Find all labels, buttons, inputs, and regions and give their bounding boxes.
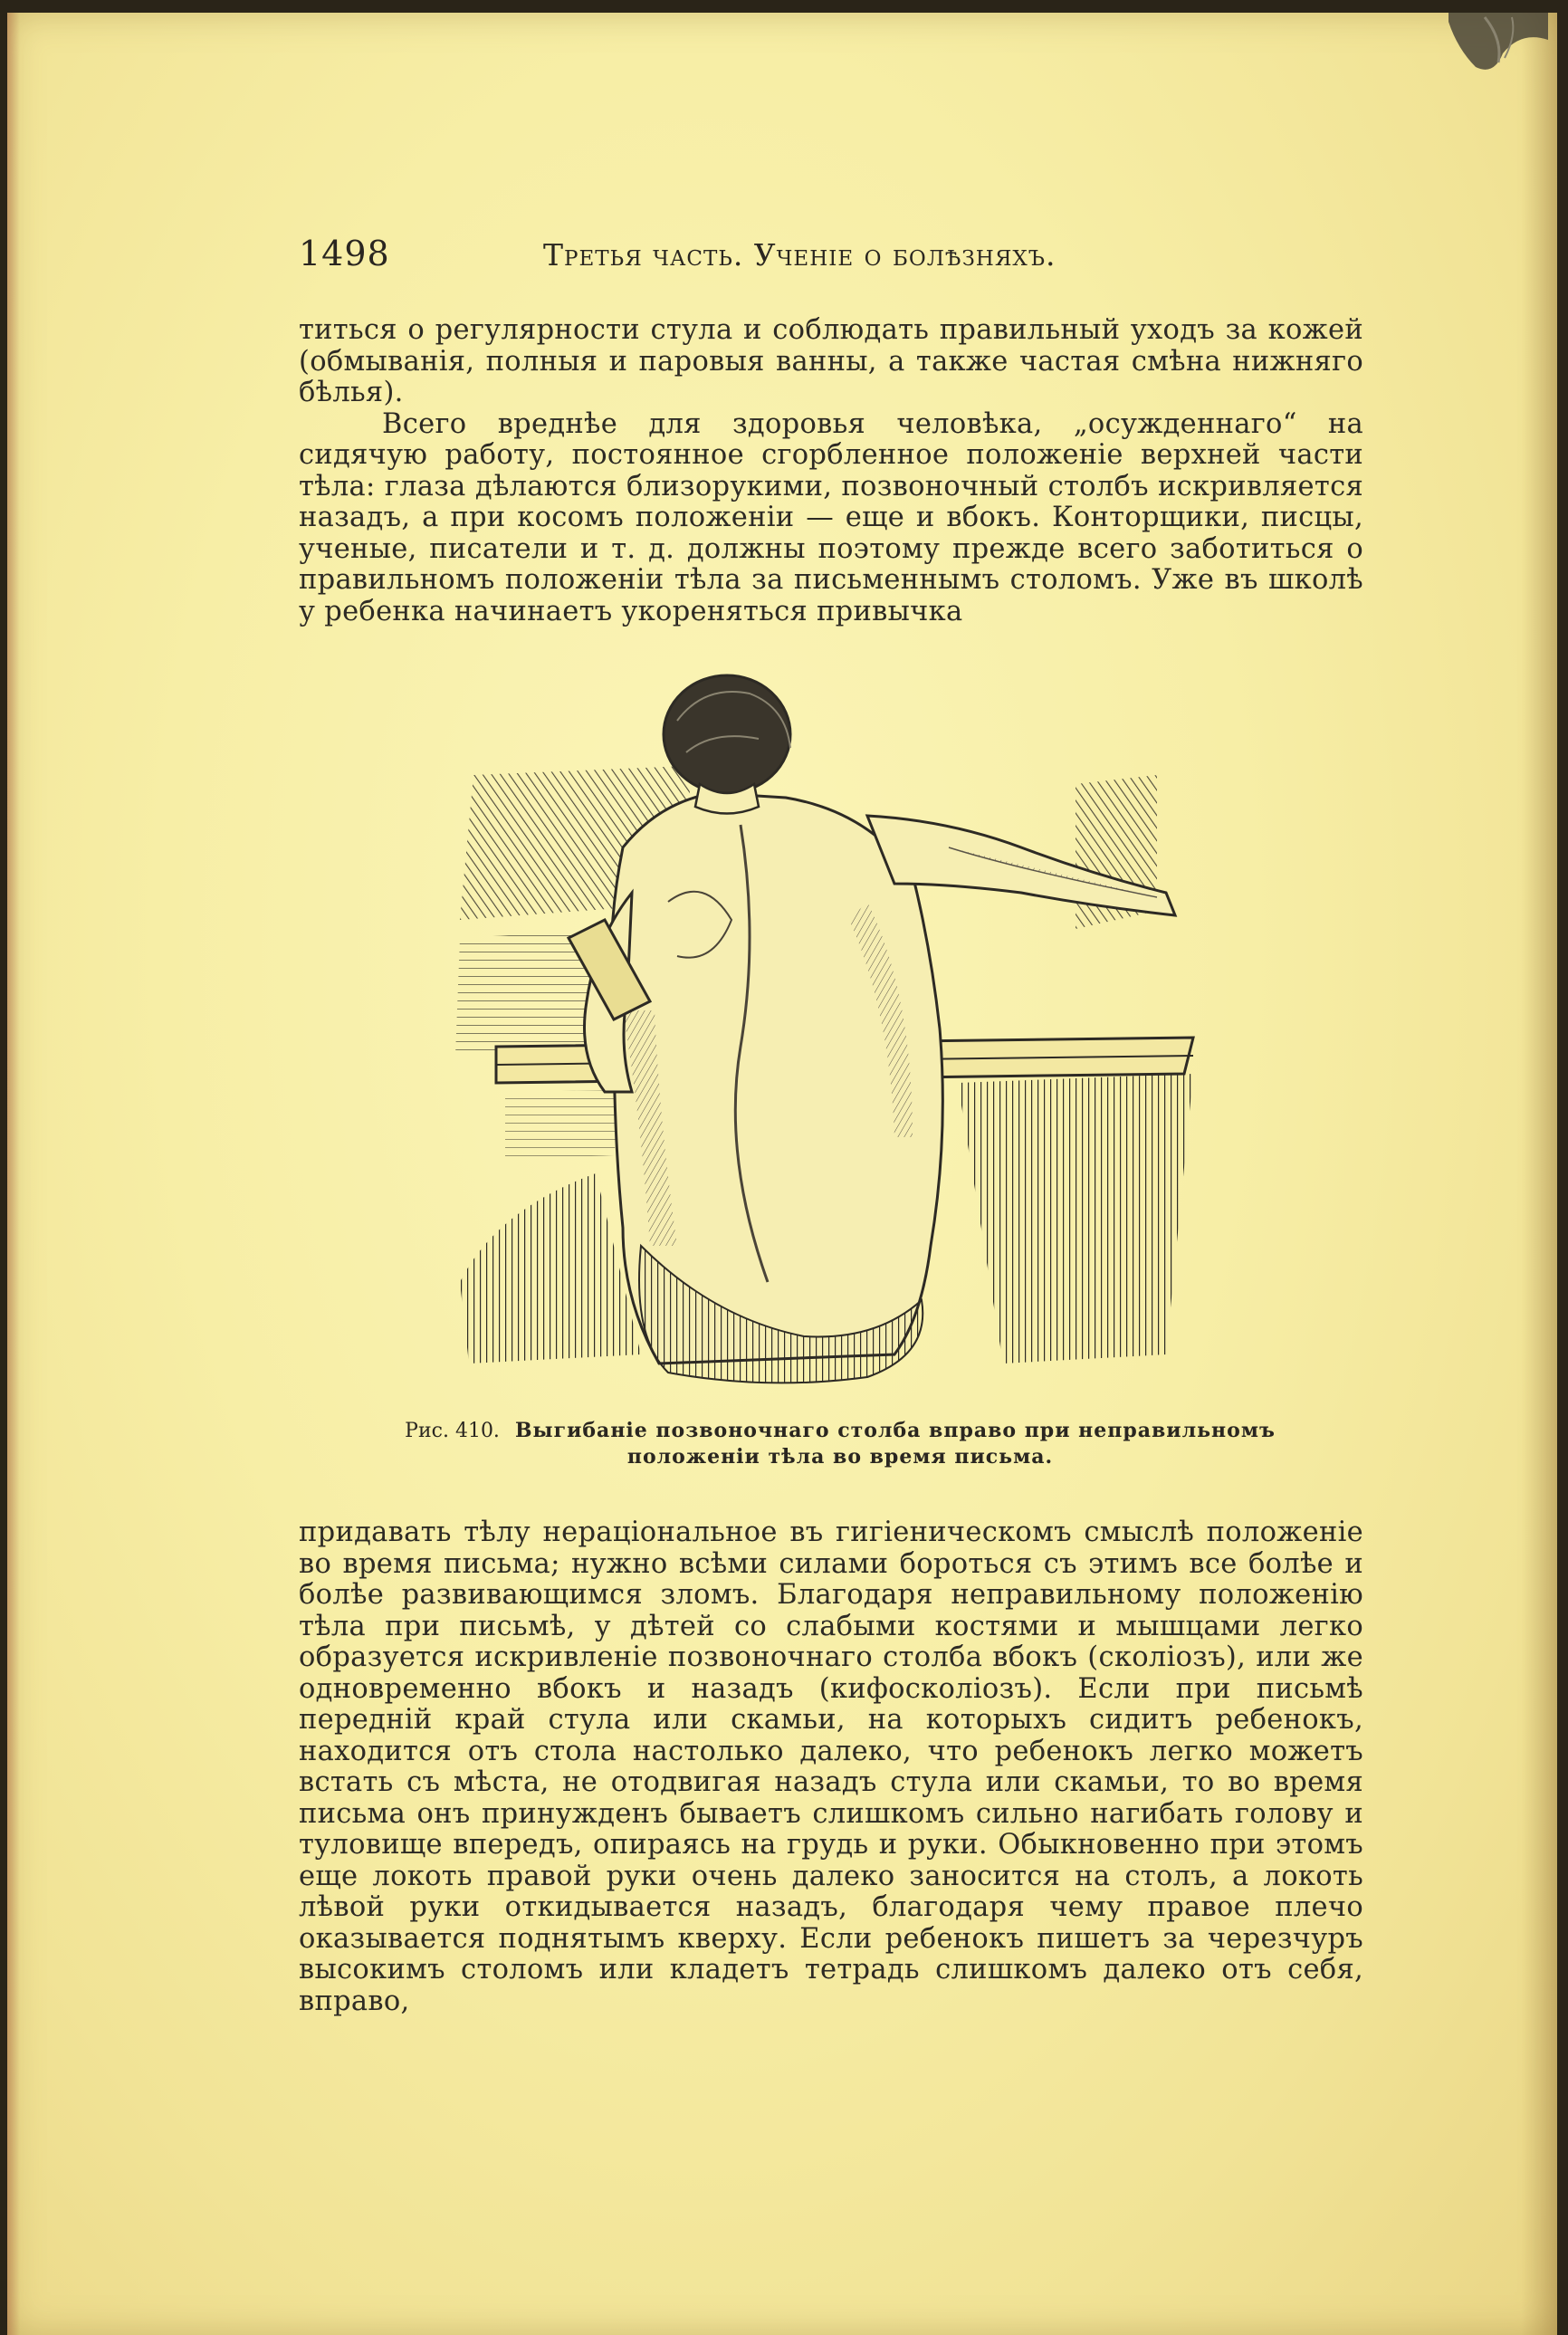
running-head — [299, 228, 1367, 282]
text-block-bottom — [299, 1517, 1363, 2017]
text-block-top — [299, 315, 1363, 627]
paragraph: титься о регулярности стула и соблюдать правильный уходъ за кожей (обмыванія, полныя и паровыя ванны, а также частая смѣна нижняго бѣлья). — [299, 314, 1363, 408]
chapter-title: Третья часть. Ученіе о болѣзняхъ. — [543, 237, 1056, 273]
paragraph: Всего вреднѣе для здоровья человѣка, „осужденнаго“ на сидячую работу, постоянное сгорбленное положеніе верхней части тѣла: глаза дѣлаются близорукими, позвоночный столбъ искривляется назадъ, а при косомъ положеніи — еще и вбокъ. Конторщики, писцы, ученые, писатели и т. д. должны поэтому прежде всего заботиться о правильномъ положеніи тѣла за письменнымъ столомъ. Уже въ школѣ у ребенка начинаетъ укореняться привычка — [299, 407, 1363, 627]
figure-caption — [369, 1418, 1311, 1470]
paragraph: придавать тѣлу нераціональное въ гигіеническомъ смыслѣ положеніе во время письма; нужно всѣми силами бороться съ этимъ все болѣе и болѣе развивающимся зломъ. Благодаря неправильному положенію тѣла при письмѣ, у дѣтей со слабыми костями и мышцами легко образуется искривленіе позвоночнаго столба вбокъ (сколіозъ), или же одновременно вбокъ и назадъ (кифосколіозъ). Если при письмѣ передній край стула или скамьи, на которыхъ сидитъ ребенокъ, находится отъ стола настолько далеко, что ребенокъ легко можетъ встать съ мѣста, не отодвигая назадъ стула или скамьи, то во время письма онъ принужденъ бываетъ слишкомъ сильно нагибать голову и туловище впередъ, опираясь на грудь и руки. Обыкновенно при этомъ еще локоть правой руки очень далеко заносится на столъ, а локоть лѣвой руки откидывается назадъ, благодаря чему правое плечо оказывается поднятымъ кверху. Если ребенокъ пишетъ за черезчуръ высокимъ столомъ или кладетъ тетрадь слишкомъ далеко отъ себя, вправо, — [299, 1517, 1363, 2017]
corner-tab-icon — [1448, 13, 1548, 85]
book-page — [7, 13, 1557, 2335]
page-right-edge — [1521, 13, 1557, 2335]
figure-caption-text: Выгибаніе позвоночнаго столба вправо при неправильномъ положеніи тѣла во время письма. — [514, 1419, 1276, 1469]
illustration-seated-figure-icon — [442, 666, 1220, 1391]
page-left-edge — [7, 13, 20, 2335]
figure-label: Рис. 410. — [405, 1420, 500, 1442]
page-number: 1498 — [299, 234, 390, 273]
